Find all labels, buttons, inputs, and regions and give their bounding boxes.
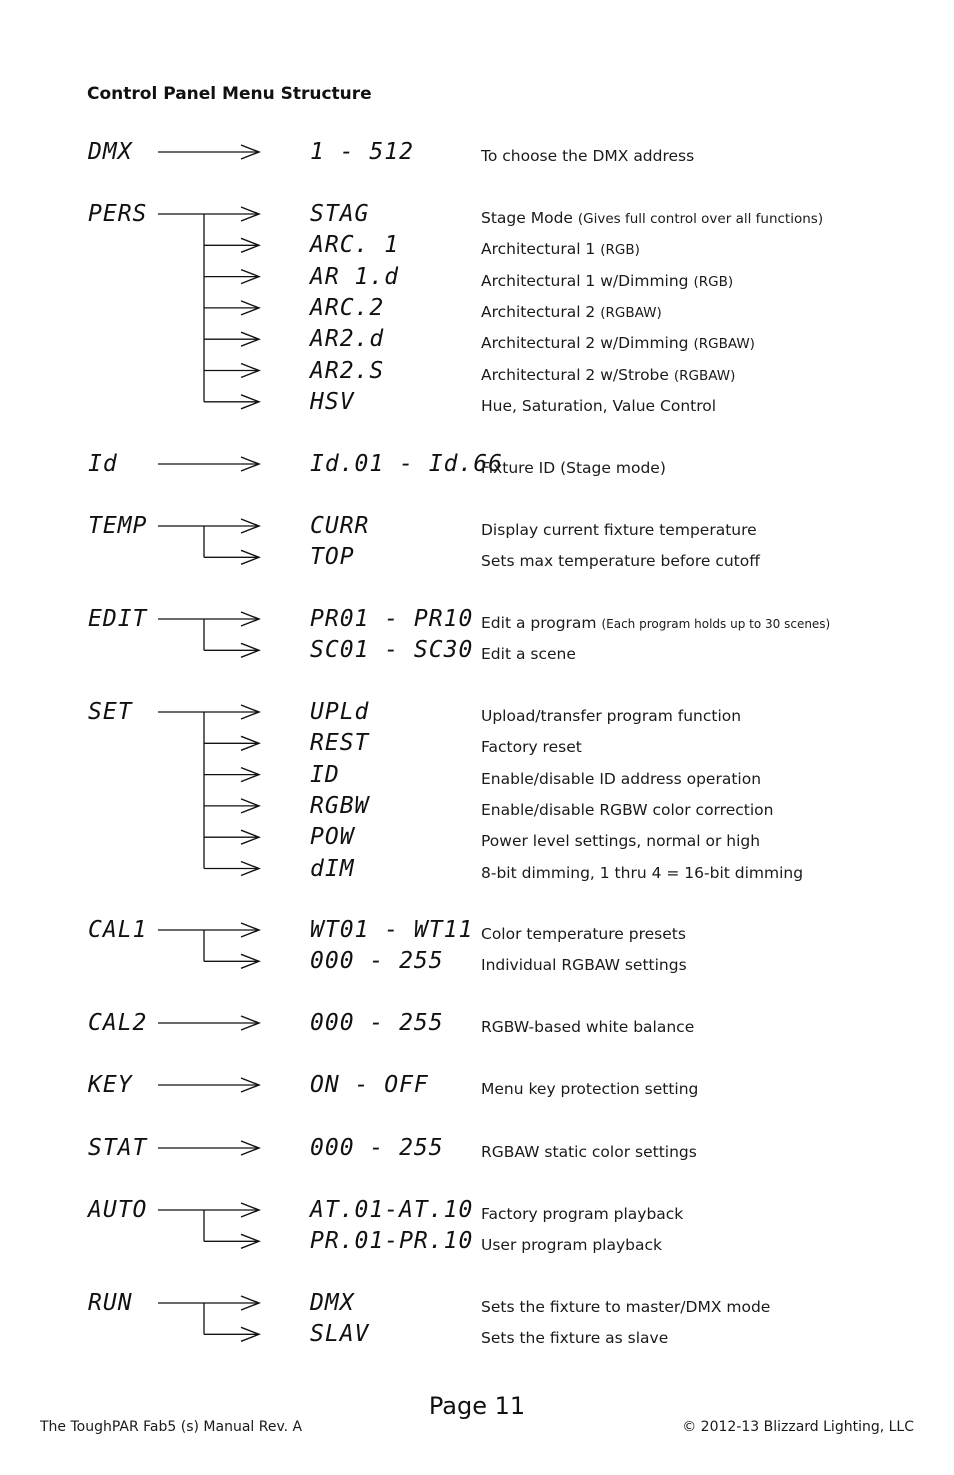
description-text: Fixture ID (Stage mode) [481, 459, 666, 477]
description-text: Menu key protection setting [481, 1080, 699, 1098]
menu-code: STAG [310, 201, 370, 227]
description-text: Architectural 2 [481, 302, 596, 321]
menu-key: EDIT [88, 606, 148, 632]
menu-code: DMX [310, 1290, 355, 1316]
menu-description [481, 1297, 770, 1317]
menu-key: TEMP [88, 513, 148, 539]
menu-key: AUTO [88, 1197, 148, 1223]
menu-code: SLAV [310, 1321, 370, 1348]
description-text: User program playback [481, 1236, 662, 1255]
menu-description [481, 520, 757, 540]
description-text: Factory program playback [481, 1205, 684, 1223]
menu-description [481, 1204, 683, 1224]
menu-code: HSV [310, 388, 355, 415]
description-text: Architectural 1 [481, 240, 596, 259]
menu-description [481, 644, 576, 664]
menu-key: KEY [88, 1072, 133, 1098]
menu-code: ID [310, 761, 340, 788]
menu-description [481, 1017, 694, 1037]
menu-code: 000 - 255 [310, 1010, 444, 1036]
description-note: (RGB) [600, 242, 640, 259]
menu-key: Id [88, 451, 118, 477]
description-text: Upload/transfer program function [481, 707, 742, 725]
menu-description [481, 613, 830, 634]
menu-code: 000 - 255 [310, 948, 444, 975]
footer-manual-title: The ToughPAR Fab5 (s) Manual Rev. A [40, 1419, 303, 1435]
menu-description [481, 302, 662, 323]
description-note: (RGBAW) [600, 304, 662, 321]
menu-code: PR01 - PR10 [310, 606, 474, 632]
description-text: Stage Mode [481, 209, 573, 227]
description-text: 8-bit dimming, 1 thru 4 = 16-bit dimming [481, 863, 804, 882]
menu-description [481, 551, 760, 571]
page-heading: Control Panel Menu Structure [87, 84, 372, 104]
menu-description [481, 769, 761, 789]
menu-code: ON - OFF [310, 1072, 429, 1098]
menu-code: AR 1.d [310, 263, 400, 290]
description-text: Hue, Saturation, Value Control [481, 396, 717, 415]
description-text: Edit a program [481, 614, 597, 632]
menu-key: STAT [88, 1135, 148, 1161]
menu-code: Id.01 - Id.66 [310, 451, 504, 477]
page-number: Page 11 [428, 1392, 526, 1420]
footer-copyright: © 2012-13 Blizzard Lighting, LLC [682, 1419, 914, 1435]
description-text: RGBW-based white balance [481, 1018, 695, 1036]
description-text: Sets the fixture to master/DMX mode [481, 1298, 771, 1316]
menu-code: POW [310, 824, 355, 851]
menu-description [481, 737, 582, 757]
menu-code: TOP [310, 544, 355, 571]
menu-description [481, 239, 640, 260]
menu-code: UPLd [310, 699, 370, 725]
menu-description [481, 271, 733, 292]
menu-key: DMX [88, 139, 133, 165]
menu-code: dIM [310, 855, 355, 882]
description-note: (Each program holds up to 30 scenes) [601, 617, 831, 631]
menu-description [481, 1142, 697, 1162]
description-text: Display current fixture temperature [481, 521, 757, 539]
menu-description [481, 800, 773, 820]
menu-description [481, 396, 716, 416]
description-note: (RGBAW) [693, 336, 755, 353]
menu-description [481, 831, 760, 851]
menu-key: RUN [88, 1290, 133, 1316]
description-text: Sets the fixture as slave [481, 1329, 669, 1348]
description-text: RGBAW static color settings [481, 1143, 697, 1161]
menu-key: PERS [88, 201, 148, 227]
menu-description [481, 146, 694, 166]
menu-code: PR.01-PR.10 [310, 1228, 474, 1255]
description-note: (Gives full control over all functions) [577, 211, 824, 227]
menu-key: CAL1 [88, 917, 148, 943]
description-text: Individual RGBAW settings [481, 956, 687, 975]
menu-code: ARC. 1 [310, 232, 400, 259]
description-text: Sets max temperature before cutoff [481, 552, 760, 571]
description-text: Power level settings, normal or high [481, 832, 761, 851]
menu-code: 1 - 512 [310, 139, 414, 165]
description-text: Enable/disable ID address operation [481, 769, 762, 788]
menu-description [481, 1079, 698, 1099]
menu-key: SET [88, 699, 133, 725]
description-text: Architectural 1 w/Dimming [481, 271, 689, 290]
description-text: Architectural 2 w/Dimming [481, 334, 689, 353]
menu-description [481, 924, 686, 944]
menu-code: ARC.2 [310, 294, 385, 321]
menu-description [481, 1235, 662, 1255]
description-text: To choose the DMX address [481, 147, 695, 165]
description-text: Color temperature presets [481, 925, 686, 943]
description-text: Enable/disable RGBW color correction [481, 800, 774, 819]
menu-description [481, 1328, 668, 1348]
menu-code: REST [310, 730, 370, 757]
menu-code: AR2.S [310, 357, 385, 384]
menu-description [481, 955, 687, 975]
description-note: (RGBAW) [673, 367, 736, 384]
menu-code: CURR [310, 513, 370, 539]
description-text: Architectural 2 w/Strobe [481, 365, 669, 384]
menu-code: AT.01-AT.10 [310, 1197, 474, 1223]
menu-description [481, 208, 823, 229]
menu-code: AR2.d [310, 326, 385, 353]
description-text: Edit a scene [481, 645, 576, 664]
menu-code: RGBW [310, 792, 370, 819]
menu-description [481, 365, 735, 386]
menu-code: SC01 - SC30 [310, 637, 474, 664]
menu-key: CAL2 [88, 1010, 148, 1036]
menu-description [481, 333, 755, 354]
description-text: Factory reset [481, 738, 582, 757]
menu-code: 000 - 255 [310, 1135, 444, 1161]
menu-description [481, 458, 666, 478]
menu-description [481, 863, 803, 883]
menu-description [481, 706, 741, 726]
menu-code: WT01 - WT11 [310, 917, 474, 943]
description-note: (RGB) [693, 273, 734, 290]
